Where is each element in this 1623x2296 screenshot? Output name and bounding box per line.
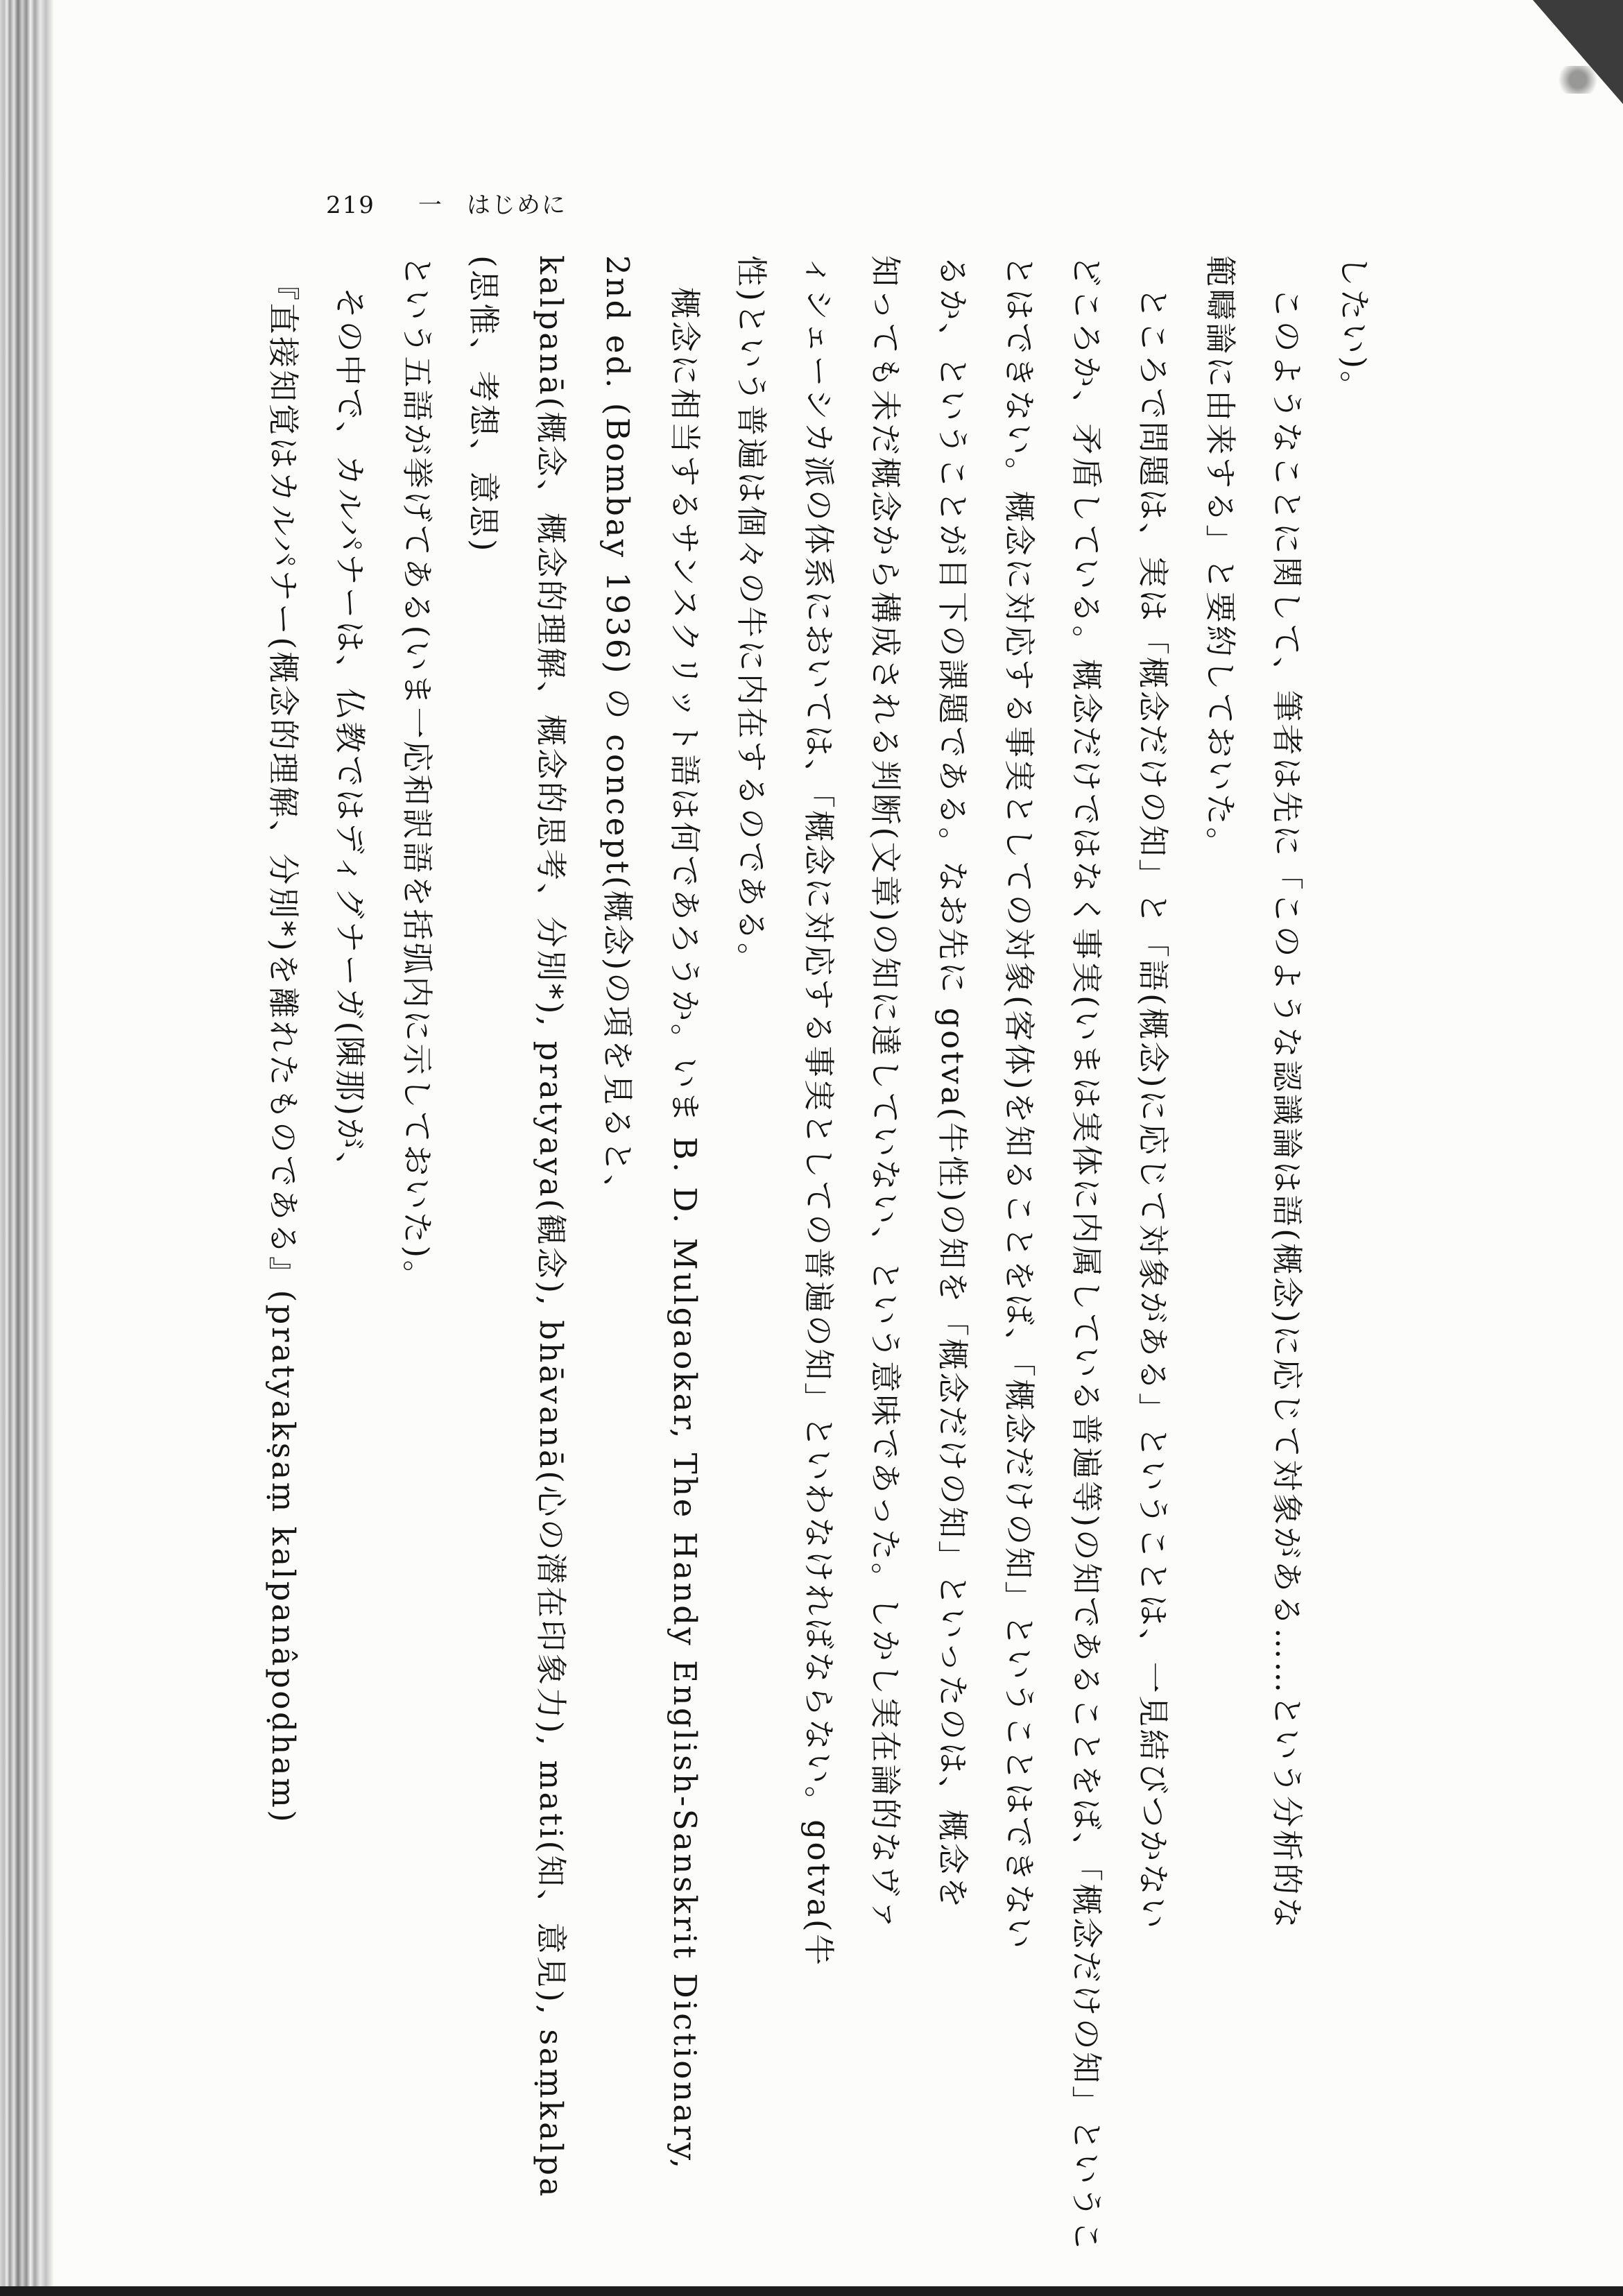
text-line: 性)という普遍は個々の牛に内在するのである。 [733, 255, 771, 977]
text-line: という五語が挙げてある(いま一応和訳語を括弧内に示しておいた)。 [399, 255, 436, 1294]
text-line-quote: 『直接知覚はカルパナー(概念的理解、分別*)を離れたものである』(pratyakṣaṃ kalpanâpoḍham) [265, 269, 302, 1825]
scanner-binding-edge [0, 0, 54, 2296]
text-line: 知っても未だ概念から構成される判断(文章)の知に達していない、という意味であった。しかし実在論的なヴァ [867, 255, 904, 1933]
text-line: このようなことに関して、筆者は先に「このような認識論は語(概念)に応じて対象がある……という分析的な [1269, 287, 1306, 1931]
scan-corner-speck [1554, 66, 1602, 94]
text-line: その中で、カルパナーは、仏教ではディグナーガ(陳那)が、 [332, 287, 369, 1185]
text-line: したい)。 [1336, 255, 1373, 405]
text-line: ィシェーシカ派の体系においては、「概念に対応する事実としての普遍の知」といわなければならない。gotva(牛 [800, 255, 837, 1968]
text-line: (思惟、考想、意思) [465, 255, 503, 554]
running-header [326, 186, 567, 220]
text-line: kalpanā(概念、概念的理解、概念的思考、分別*), pratyaya(観念), bhāvanā(心の潜在印象力), mati(知、意見), saṃkalpa [533, 255, 569, 2199]
text-line: ところで問題は、実は「概念だけの知」と「語(概念)に応じて対象がある」ということは、一見結びつかない [1135, 287, 1172, 1931]
text-line: とはできない。概念に対応する事実としての対象(客体)を知ることをば、「概念だけの知」ということはできない [1001, 255, 1038, 1951]
text-line: 範疇論に由来する」と要約しておいた。 [1202, 255, 1239, 862]
text-line: 概念に相当するサンスクリット語は何であろうか。いま B. D. Mulgaokar, The Handy English-Sanskrit Dictionary, [667, 287, 703, 2171]
section-title: はじめに [466, 191, 567, 219]
text-line: 2nd ed. (Bombay 1936) の concept(概念)の項を見ると、 [599, 255, 637, 1208]
text-line: どころか、矛盾している。概念だけではなく事実(いまは実体に内属している普遍等)の知であることをば、「概念だけの知」というこ [1068, 255, 1105, 2254]
text-line: るか、ということが目下の課題である。なお先に gotva(牛性)の知を「概念だけの知」といったのは、概念を [934, 255, 971, 1911]
scan-bottom-edge [0, 2286, 1623, 2296]
section-number: 一 [418, 191, 443, 219]
body-text [250, 255, 1388, 2253]
page-number: 219 [326, 191, 375, 219]
